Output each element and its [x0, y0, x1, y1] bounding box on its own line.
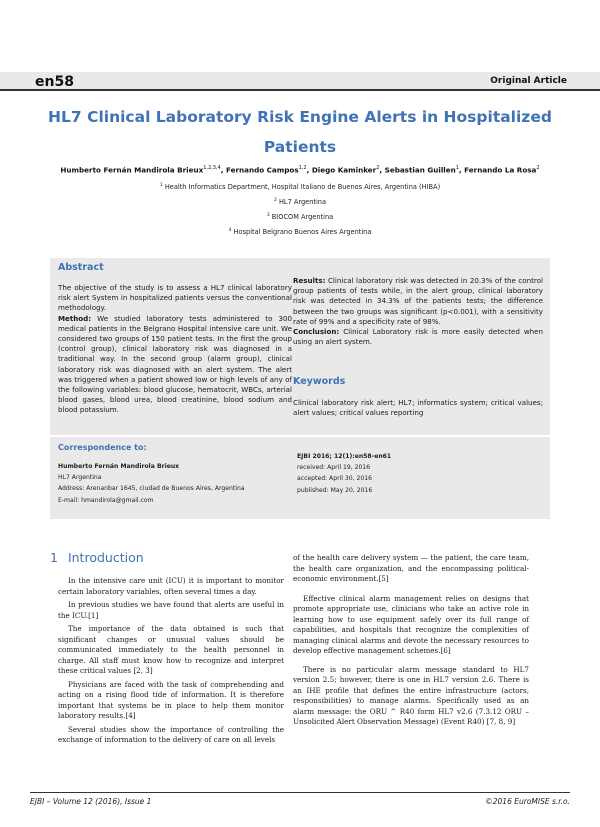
author-list: Humberto Fernán Mandirola Brieux$^{1,2,3,4}$, Fernando Campos$^{1,2}$, Diego Kaminker$^2$, Sebastian Guillen$^1$, Fernando La Rosa$^2$ — [60, 165, 540, 175]
author-affil-sup: 2 — [536, 165, 540, 171]
correspondence-box — [50, 437, 550, 519]
body-paragraph-continued: of the health care delivery system — the patient, the care team, the health care organization, and the encompassing political-economic environment.[5] — [293, 553, 529, 583]
section-title: Introduction — [67, 550, 144, 565]
correspondence-org: HL7 Argentina — [58, 474, 102, 482]
affiliation-text: BIOCOM Argentina — [271, 213, 334, 222]
footer-copyright: ©2016 EuroMISE s.r.o. — [485, 797, 570, 806]
body-paragraph: In the intensive care unit (ICU) it is important to monitor certain laboratory variables, often several times a day. — [58, 576, 284, 596]
abstract-right-column — [293, 276, 543, 347]
affiliation-sup: 4 — [228, 228, 232, 233]
affiliation-sup: 3 — [266, 213, 270, 218]
publication-details — [297, 451, 537, 496]
keywords-text: Clinical laboratory risk alert; HL7; informatics system; critical values; alert values; critical values reporting — [293, 398, 543, 418]
affiliation — [60, 183, 540, 191]
section-heading — [50, 550, 144, 565]
body-paragraph: Effective clinical alarm management relies on designs that promote appropriate use, clinicians who take an active role in learning how to use equipment safely over its full range of capabilities, and hospitals that recognize the complexities of managing clinical alarms and devote the necessary resources to develop effective management schemes.[6] — [293, 593, 529, 655]
body-paragraph: The importance of the data obtained is such that significant changes or unusual values should be communicated immediately to the health personnel in charge. All staff must know how to recognize and interpret these critical values [2, 3] — [58, 624, 284, 675]
body-paragraph: There is no particular alarm message standard to HL7 version 2.5; however, there is one in HL7 version 2.6. There is an IHE profile that defines the entire infrastructure (actors, responsibilities) to manage alarms. Specifically used as an alarm message: the ORU ^ R40 form HL7 v2.6 (7.3.12 ORU – Unsolicited Alert Observation Message) (Event R40) [7, 8, 9] — [293, 664, 529, 726]
affiliation-text: Hospital Belgrano Buenos Aires Argentina — [233, 228, 372, 237]
correspondence-address: Address: Arenanbar 1645, ciudad de Buenos Aires, Argentina — [58, 485, 245, 493]
affiliation-text: Health Informatics Department, Hospital Italiano de Buenos Aires, Argentina (HIBA) — [164, 183, 441, 192]
author-affil-sup: 1 — [455, 165, 459, 171]
author-affil-sup: 1,2,3,4 — [203, 165, 221, 171]
correspondence-email: E-mail: hmandirola@gmail.com — [58, 496, 154, 504]
affiliation — [60, 213, 540, 221]
body-paragraph: Physicians are faced with the task of comprehending and acting on a rising flood tide of information. It is therefore important that systems be in place to help them monitor laboratory results.[4] — [58, 679, 284, 720]
journal-reference: EJBI 2016; 12(1):en58-en61 — [297, 453, 392, 460]
header-band — [0, 72, 600, 92]
author-name: Fernando Campos — [225, 165, 299, 175]
body-paragraph: Several studies show the importance of controlling the exchange of information to the delivery of care on all levels — [58, 724, 284, 744]
footer-journal: EJBI – Volume 12 (2016), Issue 1 — [30, 797, 152, 806]
author-affil-sup: 1,2 — [298, 165, 307, 171]
abstract-heading: Abstract — [58, 262, 104, 273]
abstract-conclusion: Clinical Laboratory risk is more easily detected when using an alert system. — [293, 327, 543, 347]
author-name: Sebastian Guillen — [384, 165, 456, 175]
published-date: published: May 20, 2016 — [297, 486, 373, 494]
correspondence-details — [58, 461, 288, 506]
author-name: Humberto Fernán Mandirola Brieux — [60, 165, 204, 175]
results-label: Results: — [293, 276, 326, 285]
affiliation-sup: 1 — [159, 183, 163, 188]
body-right-column — [293, 553, 529, 731]
abstract-results: Clinical laboratory risk was detected in 20.3% of the control group patients of tests while, in the alert group, clinical laboratory risk was detected in 34.3% of the patients tests; the difference between the two groups was significant (p<0.001), with a sensitivity rate of 99% and a specificity rate of 98%. — [293, 276, 543, 326]
affiliation — [60, 198, 540, 206]
affiliation-sup: 2 — [273, 198, 277, 203]
affiliation-text: HL7 Argentina — [278, 198, 327, 207]
abstract-method: We studied laboratory tests administered to 300 medical patients in the Belgrano Hospital intensive care unit. We considered two groups of 150 patient tests. In the first the group (control group), clinical laboratory risk was diagnosed in a traditional way. In the second group (alarm group), clinical laboratory risk was diagnosed with an alert system. The alert was triggered when a patient showed low or high levels of any of the following variables: blood glucose, hematocrit, WBCs, arterial blood gases, blood urea, blood creatinine, blood sodium and blood potassium. — [58, 313, 292, 415]
abstract-box — [50, 258, 550, 435]
body-paragraph: In previous studies we have found that alerts are useful in the ICU.[1] — [58, 600, 284, 620]
article-type: Original Article — [490, 76, 567, 86]
header-rule — [0, 89, 600, 91]
section-number: 1 — [50, 550, 58, 565]
body-left-column — [58, 576, 284, 749]
author-affil-sup: 2 — [376, 165, 380, 171]
page-id: en58 — [35, 74, 74, 90]
method-label: Method: — [58, 313, 92, 323]
accepted-date: accepted: April 30, 2016 — [297, 475, 373, 483]
footer-rule — [30, 792, 570, 793]
paper-title: HL7 Clinical Laboratory Risk Engine Alerts in Hospitalized Patients — [48, 108, 552, 156]
keywords-heading: Keywords — [293, 376, 346, 387]
abstract-objective: The objective of the study is to assess a HL7 clinical laboratory risk alert System in hospitalized patients versus the conventional methodology. — [58, 283, 292, 313]
affiliation — [60, 228, 540, 236]
correspondence-name: Humberto Fernán Mandirola Brieux — [58, 463, 180, 470]
author-name: Diego Kaminker — [311, 165, 377, 175]
received-date: received: April 19, 2016 — [297, 464, 371, 472]
author-name: Fernando La Rosa — [464, 165, 537, 175]
conclusion-label: Conclusion: — [293, 327, 340, 337]
abstract-left-column — [58, 283, 292, 416]
correspondence-heading: Correspondence to: — [58, 443, 147, 452]
